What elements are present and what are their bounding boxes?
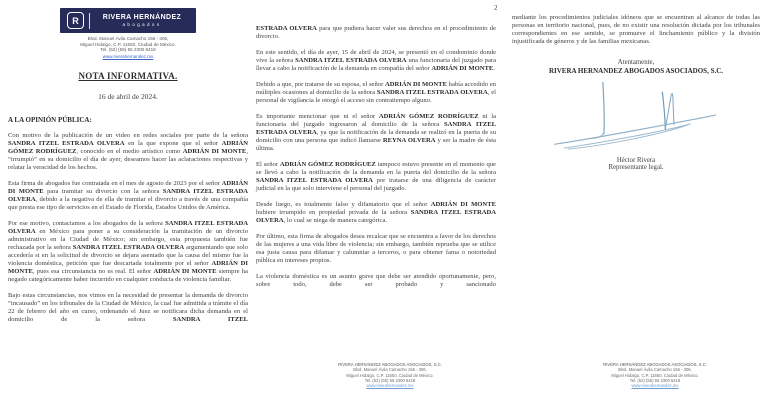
paragraph: En este sentido, el día de ayer, 15 de abril de 2024, se presentó en el condominio donde vive la señora SANDRA ITZEL ESTRADA OLVERA una funcionaria del juzgado para llevar a cabo la notificación de la demanda en compañía del señor ADRIÁN DI MONTE. <box>256 49 496 72</box>
page1-column <box>8 8 248 324</box>
footer-firm-name: RIVERA HERNÁNDEZ ABOGADOS ASOCIADOS, S.C. <box>338 362 442 367</box>
paragraph: Esta firma de abogados fue contratada en el mes de agosto de 2023 por el señor ADRIÁN DI MONTE para tramitar su divorcio con la señora SANDRA ITZEL ESTRADA OLVERA, debido a la negativa de ella de tramitar el divorcio a través de una compañía que presta ese tipo de servicios en el Estado de Florida, Estados Unidos de América. <box>8 180 249 212</box>
footer-website-link[interactable]: www.riverahernandez.mx <box>631 383 679 389</box>
footer-address-line: Miguel Hidalgo, C.P. 11650, Ciudad de México. <box>611 372 699 378</box>
brand-subtitle: abogados <box>122 21 162 27</box>
paragraph: El señor ADRIÁN GÓMEZ RODRÍGUEZ tampoco estuvo presente en el momento que se llevó a cabo la notificación de la demanda en la puerta del domicilio de la señora SANDRA ITZEL ESTRADA OLVERA por tratarse de una diligencia de carácter judicial en la que solo interviene el personal del juzgado. <box>256 161 496 192</box>
address-line: Tel. (52) (55) 55 2300 6418 <box>100 47 156 53</box>
paragraph: La violencia doméstica es un asunto grave que debe ser atendido oportunamente, pero, sobre todo, debe ser probado y sancionado <box>256 273 496 288</box>
footer-address-line: Tel. (52) (55) 55 2300 6418 <box>629 377 681 383</box>
monogram-letter: R <box>72 15 79 26</box>
logo-monogram-icon <box>67 12 84 29</box>
footer-address-line: Blvd. Manuel Ávila Camacho 156 - 306, <box>353 367 427 373</box>
note-title: NOTA INFORMATIVA. <box>78 71 178 82</box>
firm-logo <box>60 8 196 33</box>
address-line: Miguel Hidalgo, C.P. 11650, Ciudad de México. <box>80 41 176 47</box>
paragraph: Desde luego, es totalmente falso y difamatorio que el señor ADRIÁN DI MONTE hubiere irrumpido en propiedad privada de la señora SANDRA ITZEL ESTRADA OLVERA, lo cual se niega de manera categórica. <box>256 201 497 224</box>
salutation: A LA OPINIÓN PÚBLICA: <box>8 116 92 125</box>
signature-image <box>548 79 724 155</box>
footer-website-link[interactable]: www.riverahernandez.mx <box>366 383 414 389</box>
page-number: 2 <box>494 4 498 12</box>
brand-name: RIVERA HERNÁNDEZ <box>102 13 182 21</box>
signer-name: Héctor Rivera <box>616 157 656 164</box>
footer-address-line: Blvd. Manuel Ávila Camacho 156 - 306, <box>618 367 692 373</box>
note-date: 16 de abril de 2024. <box>98 92 158 102</box>
paragraph: Debido a que, por tratarse de su esposa, el señor ADRIÁN DI MONTE había accedido en múltiples ocasiones al domicilio de la señora SANDRA ITZEL ESTRADA OLVERA, el personal de vigilancia le otorgó el acceso sin contratiempo alguno. <box>256 81 496 104</box>
address-line: Blvd. Manuel Ávila Camacho 156 - 306, <box>87 36 169 41</box>
page2-footer <box>302 362 478 388</box>
footer-address-line: Miguel Hidalgo, C.P. 11650, Ciudad de México. <box>346 372 434 378</box>
paragraph: Es importante mencionar que ni el señor ADRIÁN GÓMEZ RODRÍGUEZ ni la funcionaria del juzgado ingresaron al domicilio de la señora SANDRA ITZEL ESTRADA OLVERA, ya que la notificación de la demanda se realizó en la puerta de su domicilio con una persona que indicó llamarse REYNA OLVERA y ser la madre de ésta última. <box>256 113 497 152</box>
paragraph: ESTRADA OLVERA para que pudiera hacer valer sus derechos en el procedimiento de divorcio. <box>256 25 496 40</box>
page3-footer <box>567 362 743 388</box>
header-address <box>8 36 248 59</box>
paragraph: Por ese motivo, contactamos a los abogados de la señora SANDRA ITZEL ESTRADA OLVERA en México para poner a su consideración la tramitación de un divorcio administrativo en la Ciudad de México; sin embargo, esta propuesta también fue rechazada por la señora SANDRA ITZEL ESTRADA OLVERA argumentando que solo accedería si en la solicitud de divorcio se dejara asentado que la causa del mismo fue la violencia doméstica, petición que fue descartada totalmente por el señor ADRIÁN DI MONTE, pues esa circunstancia no es real. El señor ADRIÁN DI MONTE siempre ha negado categóricamente haber incurrido en cualquier conducta de violencia familiar. <box>8 220 248 284</box>
signer-role: Representante legal. <box>608 164 664 171</box>
closing-firm-name: RIVERA HERNANDEZ ABOGADOS ASOCIADOS, S.C. <box>548 67 724 75</box>
footer-firm-name: RIVERA HERNÁNDEZ ABOGADOS ASOCIADOS, S.C. <box>603 362 707 367</box>
closing-salutation: Atentamente, <box>617 59 655 66</box>
website-link[interactable]: www.riverahernandez.mx <box>102 53 154 59</box>
logo-text <box>95 14 189 28</box>
paragraph: Con motivo de la publicación de un video en redes sociales por parte de la señora SANDRA ITZEL ESTRADA OLVERA en la que expone que el señor ADRIÁN GÓMEZ RODRÍGUEZ, conocido en el medio artístico como ADRIÁN DI MONTE, “irrumpió” en su domicilio el día de ayer, deseamos hacer las aclaraciones respectivas y relatar la veracidad de los hechos. <box>8 132 248 172</box>
footer-address-line: Tel. (52) (55) 55 2300 6418 <box>364 377 416 383</box>
paragraph: Por último, esta firma de abogados desea recalcar que se encuentra a favor de los derechos de las mujeres a una vida libre de violencia; sin embargo, también reprueba que se utilice esa justa causa para difamar y calumniar a terceros, o para obtener fama o notoriedad pública en intereses propios. <box>256 233 496 264</box>
paragraph: Bajo estas circunstancias, nos vimos en la necesidad de presentar la demanda de divorcio “incausado” en los tribunales de la Ciudad de México, la cual fue admitida a trámite el día 22 de febrero del año en curso, ordenando el Juez se notificara dicha demanda en el domicilio de la señora SANDRA ITZEL <box>8 292 248 324</box>
logo-divider <box>89 13 90 29</box>
paragraph: mediante los procedimientos judiciales idóneos que se encuentran al alcance de todas las personas en territorio nacional, pues, de no existir una resolución dictada por los tribunales correspondientes en ese sentido, se promueve el linchamiento público y la división injustificada de géneros y de las familias mexicanas. <box>512 14 760 45</box>
page2-column <box>256 25 496 289</box>
page3-column <box>512 14 760 171</box>
